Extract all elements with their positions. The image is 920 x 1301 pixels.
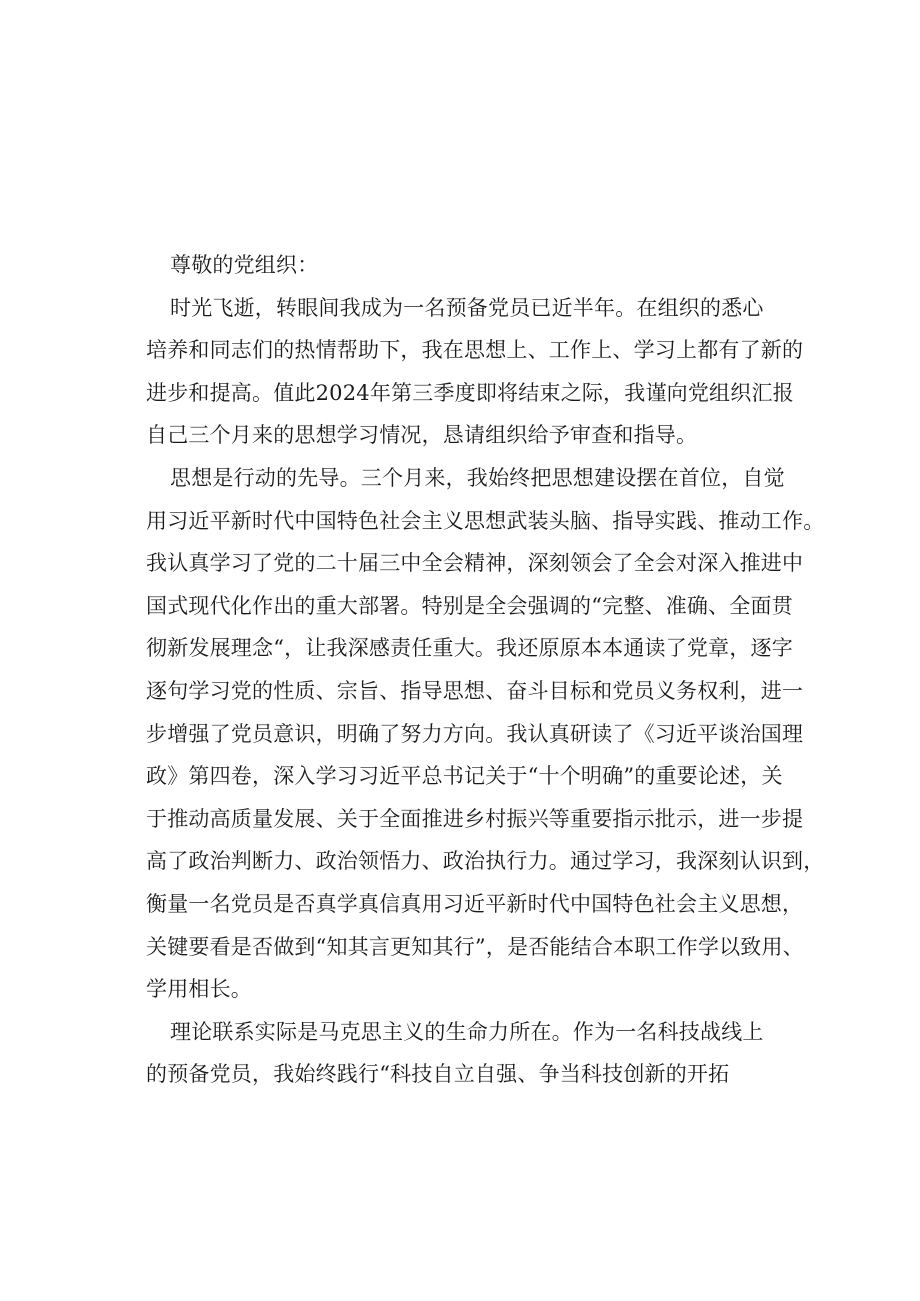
paragraph-line: 进步和提高。值此2024年第三季度即将结束之际，我谨向党组织汇报 xyxy=(146,380,794,405)
paragraph-line: 衡量一名党员是否真学真信真用习近平新时代中国特色社会主义思想， xyxy=(146,891,804,916)
paragraph-line: 用习近平新时代中国特色社会主义思想武装头脑、指导实践、推动工作。 xyxy=(146,508,825,533)
paragraph-line: 的预备党员，我始终践行“科技自立自强、争当科技创新的开拓 xyxy=(146,1062,730,1087)
paragraph-line: 自己三个月来的思想学习情况，恳请组织给予审查和指导。 xyxy=(146,423,698,448)
paragraph-line: 步增强了党员意识，明确了努力方向。我认真研读了《习近平谈治国理 xyxy=(146,721,804,746)
paragraph-line: 逐句学习党的性质、宗旨、指导思想、奋斗目标和党员义务权利，进一 xyxy=(146,678,804,703)
paragraph-line: 培养和同志们的热情帮助下，我在思想上、工作上、学习上都有了新的 xyxy=(146,338,804,363)
salutation: 尊敬的党组织： xyxy=(170,253,319,277)
paragraph-line: 政》第四卷，深入学习习近平总书记关于“十个明确”的重要论述，关 xyxy=(146,764,783,789)
paragraph-line: 国式现代化作出的重大部署。特别是全会强调的“完整、准确、全面贯 xyxy=(146,593,793,618)
paragraph-1 xyxy=(146,287,830,457)
paragraph-2 xyxy=(146,457,830,1011)
paragraph-line: 理论联系实际是马克思主义的生命力所在。作为一名科技战线上 xyxy=(170,1019,764,1044)
paragraph-line: 高了政治判断力、政治领悟力、政治执行力。通过学习，我深刻认识到， xyxy=(146,849,825,874)
paragraph-line: 我认真学习了党的二十届三中全会精神，深刻领会了全会对深入推进中 xyxy=(146,551,804,576)
paragraph-line: 学用相长。 xyxy=(146,977,252,1002)
letter-body xyxy=(146,244,830,1096)
paragraph-line: 关键要看是否做到“知其言更知其行”，是否能结合本职工作学以致用、 xyxy=(146,934,804,959)
paragraph-3 xyxy=(146,1011,830,1096)
paragraph-line: 思想是行动的先导。三个月来，我始终把思想建设摆在首位，自觉 xyxy=(170,465,785,490)
paragraph-line: 时光飞逝，转眼间我成为一名预备党员已近半年。在组织的悉心 xyxy=(170,295,764,320)
paragraph-line: 彻新发展理念“，让我深感责任重大。我还原原本本通读了党章，逐字 xyxy=(146,636,793,661)
paragraph-line: 于推动高质量发展、关于全面推进乡村振兴等重要指示批示，进一步提 xyxy=(146,806,804,831)
